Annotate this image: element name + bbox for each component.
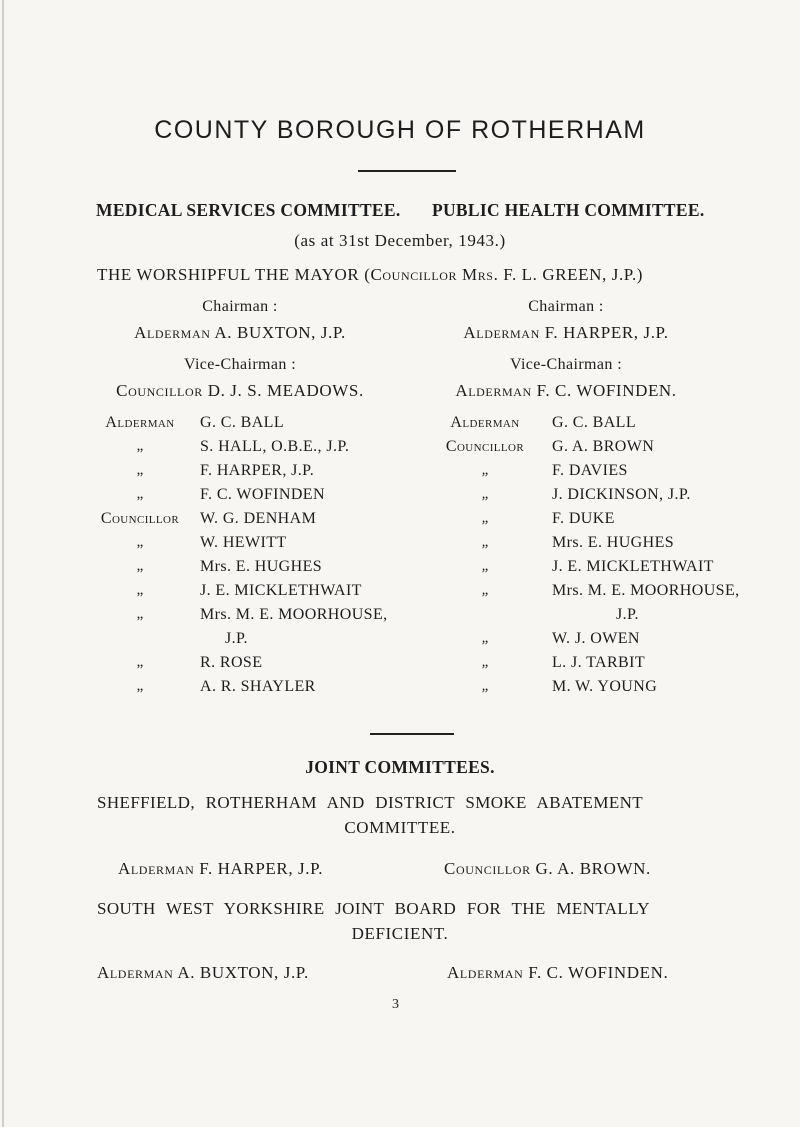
page-title: COUNTY BOROUGH OF ROTHERHAM [154, 116, 646, 144]
ditto-mark: „ [136, 462, 144, 478]
medical-chairman-name: A. BUXTON, J.P. [214, 323, 346, 342]
mayor-line [97, 265, 643, 285]
section-divider [370, 733, 454, 735]
page-edge [2, 0, 4, 1127]
ditto-mark: „ [481, 486, 489, 502]
ditto-mark: „ [481, 510, 489, 526]
board-right-rank: Alderman [447, 963, 524, 982]
member-name: L. J. TARBIT [552, 654, 646, 671]
medical-vice-chairman [116, 381, 364, 401]
member-name: S. HALL, O.B.E., J.P. [200, 438, 350, 455]
smoke-right-rank: Councillor [444, 859, 531, 878]
ditto-mark: „ [481, 678, 489, 694]
member-name: J. E. MICKLETHWAIT [552, 558, 714, 575]
member-name: A. R. SHAYLER [200, 678, 316, 695]
member-name: Mrs. E. HUGHES [200, 558, 323, 575]
ditto-mark: „ [136, 678, 144, 694]
smoke-left-rank: Alderman [118, 859, 195, 878]
medical-committee-heading: MEDICAL SERVICES COMMITTEE. [96, 200, 401, 220]
smoke-rep-right [444, 859, 651, 879]
board-left-rank: Alderman [97, 963, 174, 982]
mayor-name: F. L. GREEN, J.P.) [498, 265, 644, 284]
member-name: F. HARPER, J.P. [200, 462, 315, 479]
ditto-mark: „ [481, 558, 489, 574]
member-name: W. HEWITT [200, 534, 287, 551]
ditto-mark: „ [136, 438, 144, 454]
smoke-committee-title: SHEFFIELD, ROTHERHAM AND DISTRICT SMOKE ABATEMENT [97, 793, 644, 812]
member-name-continuation: J.P. [616, 606, 639, 623]
mental-board-title-cont: DEFICIENT. [351, 924, 449, 943]
member-name: W. J. OWEN [552, 630, 640, 647]
date-note: (as at 31st December, 1943.) [294, 231, 506, 250]
member-rank: Councillor [100, 510, 180, 527]
ditto-mark: „ [481, 462, 489, 478]
medical-vice-label: Vice-Chairman : [183, 356, 297, 373]
board-rep-right [447, 963, 668, 983]
member-name: W. G. DENHAM [200, 510, 317, 527]
member-name: F. C. WOFINDEN [200, 486, 325, 503]
board-right-name: F. C. WOFINDEN. [528, 963, 669, 982]
ph-chairman-name: F. HARPER, J.P. [544, 323, 669, 342]
ditto-mark: „ [481, 654, 489, 670]
board-rep-left [97, 963, 309, 983]
member-name: M. W. YOUNG [552, 678, 658, 695]
ditto-mark: „ [136, 534, 144, 550]
public-health-committee-heading: PUBLIC HEALTH COMMITTEE. [432, 200, 705, 220]
member-name: F. DAVIES [552, 462, 628, 479]
medical-chairman-label: Chairman : [202, 298, 278, 315]
ph-chairman-rank: Alderman [463, 323, 540, 342]
ditto-mark: „ [136, 654, 144, 670]
ditto-mark: „ [136, 558, 144, 574]
member-name-continuation: J.P. [225, 630, 248, 647]
smoke-committee-title-cont: COMMITTEE. [344, 818, 456, 837]
ditto-mark: „ [481, 630, 489, 646]
ditto-mark: „ [136, 582, 144, 598]
ph-vice-name: F. C. WOFINDEN. [536, 381, 677, 400]
ditto-mark: „ [136, 606, 144, 622]
member-name: J. DICKINSON, J.P. [552, 486, 691, 503]
member-name: F. DUKE [552, 510, 615, 527]
joint-committees-heading: JOINT COMMITTEES. [305, 757, 495, 777]
board-left-name: A. BUXTON, J.P. [177, 963, 309, 982]
smoke-right-name: G. A. BROWN. [535, 859, 651, 878]
member-name: Mrs. M. E. MOORHOUSE, [552, 582, 740, 599]
mayor-prefix: THE WORSHIPFUL THE MAYOR ( [97, 265, 371, 284]
ditto-mark: „ [481, 582, 489, 598]
ph-vice-label: Vice-Chairman : [509, 356, 623, 373]
ph-vice-chairman [455, 381, 676, 401]
member-rank: Alderman [105, 414, 175, 431]
ph-chairman-label: Chairman : [528, 298, 604, 315]
member-rank: Alderman [450, 414, 520, 431]
mayor-rank: Councillor Mrs. [370, 265, 499, 284]
page-number: 3 [392, 997, 399, 1012]
medical-chairman [134, 323, 346, 343]
ph-vice-rank: Alderman [455, 381, 532, 400]
smoke-rep-left [118, 859, 323, 879]
smoke-left-name: F. HARPER, J.P. [199, 859, 324, 878]
ditto-mark: „ [136, 486, 144, 502]
ditto-mark: „ [481, 534, 489, 550]
member-name: G. C. BALL [200, 414, 284, 431]
mental-board-title: SOUTH WEST YORKSHIRE JOINT BOARD FOR THE MENTALLY [97, 899, 650, 918]
member-name: Mrs. E. HUGHES [552, 534, 675, 551]
member-rank: Councillor [445, 438, 525, 455]
ph-chairman [463, 323, 668, 343]
title-divider [358, 170, 456, 172]
medical-vice-name: D. J. S. MEADOWS. [207, 381, 364, 400]
medical-vice-rank: Councillor [116, 381, 203, 400]
member-name: G. A. BROWN [552, 438, 655, 455]
member-name: J. E. MICKLETHWAIT [200, 582, 362, 599]
member-name: G. C. BALL [552, 414, 636, 431]
member-name: Mrs. M. E. MOORHOUSE, [200, 606, 388, 623]
member-name: R. ROSE [200, 654, 263, 671]
medical-chairman-rank: Alderman [134, 323, 211, 342]
